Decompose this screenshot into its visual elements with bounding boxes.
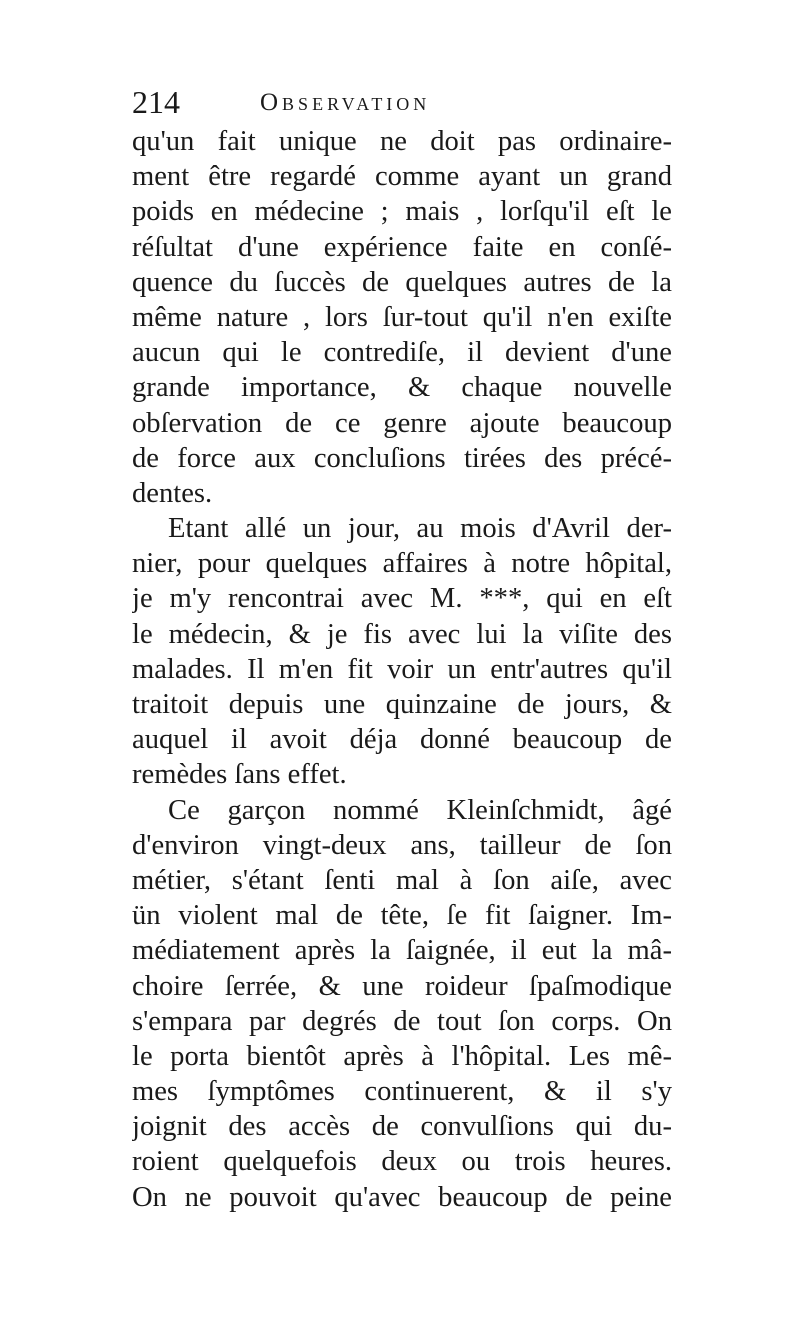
running-title: Observation (260, 89, 431, 116)
text-line: poids en médecine ; mais , lorſqu'il eſt le (132, 196, 672, 228)
text-line: traitoit depuis une quinzaine de jours, & (132, 689, 672, 720)
text-line: choire ſerrée, & une roideur ſpaſmodique (132, 970, 672, 1002)
page-number: 214 (132, 84, 180, 120)
text-line: médiatement après la ſaignée, il eut la mâ- (132, 935, 672, 967)
text-line: roient quelquefois deux ou trois heures. (132, 1146, 672, 1178)
text-line: de force aux concluſions tirées des précé- (132, 442, 672, 474)
text-line: je m'y rencontrai avec M. ***, qui en eſt (132, 583, 672, 615)
text-line: joignit des accès de convulſions qui du- (132, 1111, 672, 1143)
text-line: aucun qui le contrediſe, il devient d'une (132, 337, 672, 369)
text-line: le porta bientôt après à l'hôpital. Les mê- (132, 1040, 672, 1072)
text-line: réſultat d'une expérience faite en conſé- (132, 231, 672, 263)
text-line: mes ſymptômes continuerent, & il s'y (132, 1076, 672, 1108)
text-line: grande importance, & chaque nouvelle (132, 372, 672, 404)
text-line: métier, s'étant ſenti mal à ſon aiſe, avec (132, 864, 672, 896)
text-line: dentes. (132, 477, 213, 509)
text-line: remèdes ſans effet. (132, 759, 347, 791)
text-line: qu'un fait unique ne doit pas ordinaire- (132, 126, 672, 157)
text-line: s'empara par degrés de tout ſon corps. On (132, 1005, 672, 1037)
text-line: ment être regardé comme ayant un grand (132, 161, 672, 193)
page-header (132, 82, 672, 126)
text-line: quence du ſuccès de quelques autres de la (132, 266, 672, 298)
text-line: le médecin, & je fis avec lui la viſite des (132, 618, 672, 650)
body-text (132, 124, 672, 1215)
paragraph-start-line: Ce garçon nommé Kleinſchmidt, âgé (168, 794, 672, 826)
text-line: d'environ vingt-deux ans, tailleur de ſon (132, 829, 672, 861)
text-line: auquel il avoit déja donné beaucoup de (132, 724, 672, 756)
text-line: nier, pour quelques affaires à notre hôpital, (132, 548, 672, 580)
text-line: même nature , lors ſur-tout qu'il n'en exiſte (132, 301, 672, 333)
text-line: obſervation de ce genre ajoute beaucoup (132, 407, 672, 439)
text-line: ün violent mal de tête, ſe fit ſaigner. Im- (132, 900, 672, 932)
paragraph-start-line: Etant allé un jour, au mois d'Avril der- (168, 513, 672, 545)
text-line: malades. Il m'en fit voir un entr'autres qu'il (132, 653, 672, 685)
text-line: On ne pouvoit qu'avec beaucoup de peine (132, 1181, 672, 1213)
